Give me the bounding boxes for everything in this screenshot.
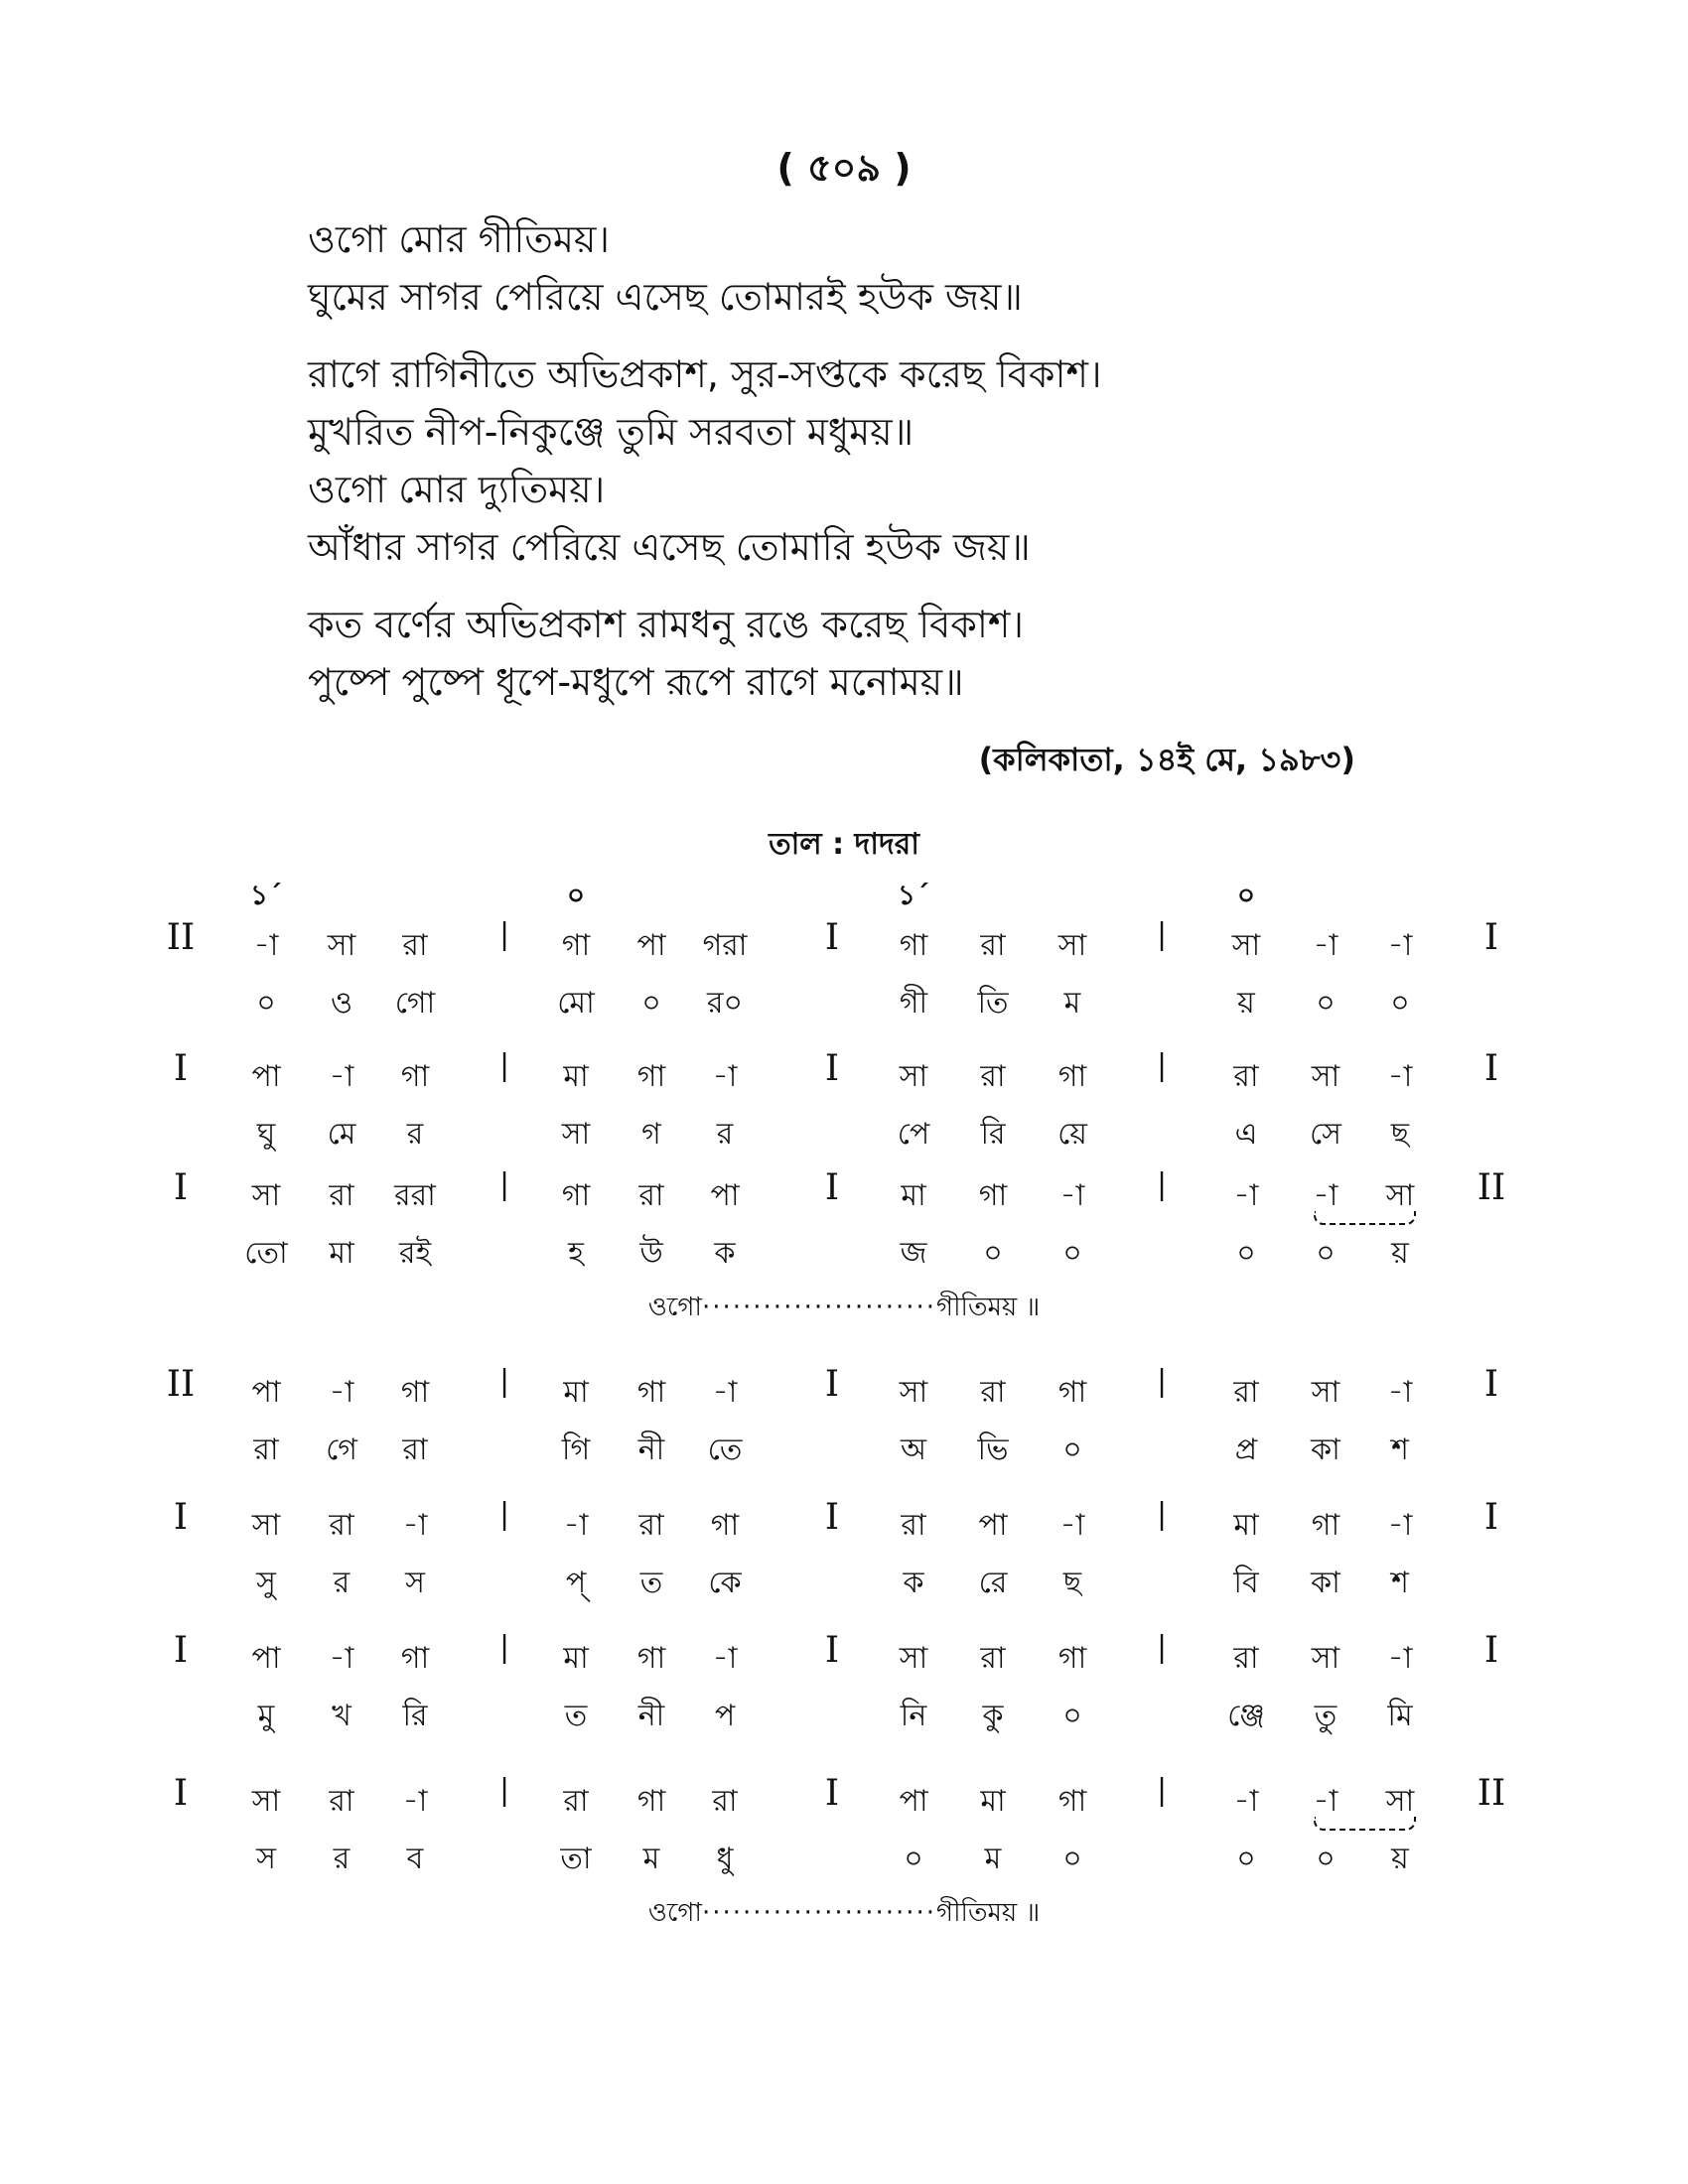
lyric-syllable: মো — [557, 986, 595, 1021]
lyric-syllable: সে — [1310, 1117, 1341, 1152]
bar-divider: | — [1156, 1048, 1168, 1083]
note: সা — [899, 1641, 928, 1676]
lyric-syllable: রি — [402, 1699, 428, 1733]
lyric-syllable: প্ — [565, 1566, 587, 1600]
note: সা — [1385, 1784, 1415, 1819]
lyric-syllable: ক — [714, 1236, 736, 1271]
note: গা — [899, 928, 928, 963]
lyric-syllable: ০ — [1062, 1433, 1082, 1467]
beat-marker: ১´ — [897, 879, 930, 911]
note: -া — [1059, 1178, 1085, 1213]
note: রা — [712, 1784, 738, 1819]
lyric-syllable: ছ — [1390, 1117, 1410, 1152]
lyric-syllable: ০ — [641, 986, 661, 1021]
note: সা — [327, 928, 356, 963]
lyric-line: রাগে রাগিনীতে অভিপ্রকাশ, সুর-সপ্তকে করেছ বিকাশ। — [308, 352, 1102, 396]
note: পা — [251, 1641, 281, 1676]
note: রা — [1233, 1375, 1259, 1410]
lyric-syllable: ০ — [904, 1842, 923, 1876]
beat-marker: ১´ — [249, 879, 283, 911]
bar-divider: | — [498, 1048, 510, 1083]
lyric-syllable: ০ — [1316, 986, 1336, 1021]
lyric-syllable: তে — [707, 1433, 743, 1467]
note: গা — [400, 1375, 430, 1410]
lyric-syllable: নী — [637, 1699, 665, 1733]
note: রা — [1233, 1641, 1259, 1676]
note: -া — [1059, 1508, 1085, 1543]
note: পা — [636, 928, 666, 963]
note: রা — [638, 1178, 664, 1213]
note: গা — [561, 1178, 591, 1213]
lyric-syllable: ০ — [1316, 1236, 1336, 1271]
lyric-syllable: র০ — [706, 986, 744, 1021]
start-bar: I — [173, 1167, 189, 1208]
bar-divider-major: I — [824, 1364, 840, 1405]
lyric-syllable: প্র — [1234, 1433, 1258, 1467]
note: -া — [1387, 1508, 1413, 1543]
note: রা — [638, 1508, 664, 1543]
note: গা — [636, 1784, 666, 1819]
bar-divider: | — [1156, 1167, 1168, 1202]
lyric-syllable: র — [716, 1117, 734, 1152]
start-bar: I — [173, 1773, 189, 1814]
lyric-syllable: সু — [256, 1566, 276, 1600]
end-bar: II — [1477, 1773, 1506, 1814]
lyric-line: ওগো মোর গীতিময়। — [308, 217, 610, 261]
bar-divider: | — [498, 917, 510, 952]
note: সা — [1385, 1178, 1415, 1213]
start-bar: I — [173, 1497, 189, 1538]
lyric-syllable: পে — [897, 1117, 930, 1152]
note: রা — [980, 1375, 1006, 1410]
stanza-1 — [308, 210, 1549, 326]
note: -া — [712, 1059, 738, 1094]
note: গরা — [702, 928, 748, 963]
note: মা — [980, 1784, 1006, 1819]
note: গা — [636, 1059, 666, 1094]
note: গা — [400, 1641, 430, 1676]
lyric-syllable: তি — [977, 986, 1009, 1021]
note: -া — [712, 1375, 738, 1410]
note: গা — [1311, 1508, 1340, 1543]
lyric-syllable: নী — [637, 1433, 665, 1467]
note: মা — [563, 1059, 589, 1094]
stanza-2 — [308, 345, 1549, 576]
start-bar: I — [173, 1630, 189, 1671]
lyric-syllable: বি — [1233, 1566, 1259, 1600]
lyric-syllable: ০ — [1062, 1842, 1082, 1876]
lyric-line: কত বর্ণের অভিপ্রকাশ রামধনু রঙে করেছ বিকাশ। — [308, 603, 1024, 646]
lyric-syllable: এ — [1234, 1117, 1258, 1152]
note: সা — [899, 1059, 928, 1094]
end-bar: I — [1483, 1497, 1499, 1538]
bar-divider: | — [498, 1364, 510, 1399]
note: রা — [980, 928, 1006, 963]
note: -া — [1233, 1178, 1259, 1213]
refrain-start: ওগো — [647, 1293, 702, 1322]
tala-heading: তাল : দাদরা — [769, 827, 919, 862]
refrain-start: ওগো — [647, 1898, 702, 1928]
lyric-syllable: গে — [326, 1433, 357, 1467]
slur-mark — [1314, 1817, 1416, 1831]
lyric-syllable: য়ে — [1057, 1117, 1087, 1152]
lyric-syllable: শ — [1391, 1566, 1409, 1600]
refrain-cue — [0, 1287, 1688, 1330]
bar-divider-major: I — [824, 1773, 840, 1814]
page-number: ( ৫০৯ ) — [776, 146, 912, 190]
refrain-dots: ······················· — [701, 1898, 937, 1928]
note: সা — [1311, 1375, 1340, 1410]
note: -া — [1233, 1784, 1259, 1819]
note: সা — [899, 1375, 928, 1410]
lyric-syllable: ত — [564, 1699, 588, 1733]
lyric-syllable: গ — [641, 1117, 661, 1152]
note: রা — [329, 1508, 354, 1543]
lyric-syllable: রে — [978, 1566, 1008, 1600]
lyric-syllable: কে — [708, 1566, 742, 1600]
note: -া — [402, 1508, 428, 1543]
bar-divider-major: I — [824, 1497, 840, 1538]
bar-divider: | — [498, 1773, 510, 1808]
lyric-syllable: তা — [560, 1842, 592, 1876]
note: -া — [1387, 1375, 1413, 1410]
lyric-syllable: গো — [394, 986, 436, 1021]
lyric-syllable: সা — [561, 1117, 591, 1152]
lyric-syllable: ধু — [716, 1842, 734, 1876]
start-bar: II — [166, 917, 196, 958]
refrain-end: গীতিময় ॥ — [936, 1293, 1041, 1322]
lyric-syllable: উ — [639, 1236, 663, 1271]
note: -া — [329, 1375, 354, 1410]
lyric-syllable: ব — [406, 1842, 424, 1876]
lyric-syllable: ০ — [256, 986, 276, 1021]
lyric-syllable: ও — [330, 986, 353, 1021]
refrain-dots: ······················· — [701, 1293, 937, 1322]
start-bar: II — [166, 1364, 196, 1405]
note: -া — [1313, 1784, 1338, 1819]
slur-mark — [1314, 1211, 1416, 1225]
note: রা — [402, 928, 428, 963]
refrain-end: গীতিময় ॥ — [936, 1898, 1041, 1928]
note: মা — [563, 1641, 589, 1676]
note: সা — [251, 1784, 281, 1819]
lyric-syllable: ০ — [1062, 1236, 1082, 1271]
end-bar: II — [1477, 1167, 1506, 1208]
bar-divider: | — [1156, 1364, 1168, 1399]
bar-divider-major: I — [824, 917, 840, 958]
note: -া — [329, 1641, 354, 1676]
note: রা — [329, 1784, 354, 1819]
lyric-syllable: জ — [900, 1236, 927, 1271]
lyric-syllable: তো — [244, 1236, 288, 1271]
lyric-syllable: গি — [561, 1433, 591, 1467]
note: সা — [1311, 1641, 1340, 1676]
lyric-syllable: ঘু — [256, 1117, 276, 1152]
note: -া — [1313, 1178, 1338, 1213]
lyric-syllable: ক — [903, 1566, 924, 1600]
bar-divider-major: I — [824, 1630, 840, 1671]
bar-divider: | — [1156, 1773, 1168, 1808]
note: রা — [980, 1641, 1006, 1676]
lyric-syllable: অ — [901, 1433, 926, 1467]
lyric-syllable: ০ — [1062, 1699, 1082, 1733]
lyric-syllable: ০ — [1390, 986, 1410, 1021]
note: সা — [251, 1178, 281, 1213]
beat-marker: ০ — [566, 879, 586, 911]
stanza-3 — [308, 596, 1549, 711]
note: রা — [901, 1508, 926, 1543]
note: গা — [1057, 1784, 1087, 1819]
lyric-syllable: খ — [332, 1699, 352, 1733]
lyric-syllable: রি — [980, 1117, 1006, 1152]
lyric-syllable: ০ — [983, 1236, 1003, 1271]
lyric-syllable: ম — [1063, 986, 1081, 1021]
lyric-syllable: ০ — [1236, 1236, 1256, 1271]
lyric-syllable: হ — [568, 1236, 584, 1271]
lyric-line: আঁধার সাগর পেরিয়ে এসেছ তোমারি হউক জয়॥ — [308, 525, 1031, 569]
lyric-syllable: নি — [900, 1699, 927, 1733]
bar-divider-major: I — [824, 1167, 840, 1208]
note: রা — [1233, 1059, 1259, 1094]
note: গা — [561, 928, 591, 963]
note: সা — [1231, 928, 1261, 963]
note: রা — [329, 1178, 354, 1213]
note: -া — [563, 1508, 589, 1543]
lyric-syllable: ছ — [1062, 1566, 1082, 1600]
lyric-syllable: প — [714, 1699, 736, 1733]
bar-divider: | — [1156, 1630, 1168, 1665]
note: মা — [563, 1375, 589, 1410]
lyric-syllable: মি — [1387, 1699, 1413, 1733]
note: গা — [1057, 1641, 1087, 1676]
note: -া — [1387, 1641, 1413, 1676]
note: -া — [1387, 928, 1413, 963]
note: গা — [1057, 1059, 1087, 1094]
date-location: (কলিকাতা, ১৪ই মে, ১৯৮৩) — [978, 741, 1355, 778]
lyric-line: মুখরিত নীপ-নিকুঞ্জে তুমি সরবতা মধুময়॥ — [308, 410, 914, 454]
note: গা — [636, 1641, 666, 1676]
note: রা — [563, 1784, 589, 1819]
end-bar: I — [1483, 1048, 1499, 1089]
lyric-syllable: ভি — [977, 1433, 1009, 1467]
note: ররা — [394, 1178, 436, 1213]
lyric-syllable: র — [333, 1566, 351, 1600]
lyric-syllable: র — [406, 1117, 424, 1152]
lyric-syllable: মা — [329, 1236, 354, 1271]
refrain-cue — [0, 1892, 1688, 1936]
lyric-syllable: স — [405, 1566, 425, 1600]
lyrics-block — [308, 210, 1549, 731]
lyric-line: ঘুমের সাগর পেরিয়ে এসেছ তোমারই হউক জয়॥ — [308, 275, 1023, 319]
bar-divider: | — [1156, 917, 1168, 952]
lyric-syllable: শ — [1391, 1433, 1409, 1467]
note: গা — [1057, 1375, 1087, 1410]
lyric-syllable: তু — [1314, 1699, 1337, 1733]
note: -া — [253, 928, 279, 963]
lyric-syllable: য় — [1391, 1236, 1409, 1271]
lyric-syllable: কু — [982, 1699, 1004, 1733]
bar-divider: | — [498, 1630, 510, 1665]
lyric-syllable: র — [333, 1842, 351, 1876]
lyric-syllable: মু — [257, 1699, 275, 1733]
bar-divider: | — [498, 1497, 510, 1532]
lyric-syllable: কা — [1311, 1433, 1340, 1467]
note: রা — [980, 1059, 1006, 1094]
note: পা — [978, 1508, 1008, 1543]
note: পা — [899, 1784, 928, 1819]
end-bar: I — [1483, 1630, 1499, 1671]
lyric-syllable: ম — [642, 1842, 660, 1876]
bar-divider: | — [498, 1167, 510, 1202]
lyric-syllable: স — [256, 1842, 276, 1876]
note: -া — [329, 1059, 354, 1094]
beat-marker: ০ — [1236, 879, 1256, 911]
lyric-syllable: ০ — [1236, 1842, 1256, 1876]
note: গা — [400, 1059, 430, 1094]
start-bar: I — [173, 1048, 189, 1089]
lyric-syllable: ঞ্জে — [1227, 1699, 1265, 1733]
note: পা — [251, 1375, 281, 1410]
note: সা — [1057, 928, 1087, 963]
end-bar: I — [1483, 1364, 1499, 1405]
lyric-syllable: ত — [639, 1566, 663, 1600]
lyric-line: পুষ্পে পুষ্পে ধূপে-মধুপে রূপে রাগে মনোময়॥ — [308, 660, 964, 704]
note: মা — [1233, 1508, 1259, 1543]
note: -া — [1313, 928, 1338, 963]
note: পা — [251, 1059, 281, 1094]
lyric-syllable: ম — [984, 1842, 1002, 1876]
lyric-syllable: রা — [253, 1433, 279, 1467]
bar-divider-major: I — [824, 1048, 840, 1089]
note: সা — [251, 1508, 281, 1543]
bar-divider: | — [1156, 1497, 1168, 1532]
lyric-syllable: রা — [402, 1433, 428, 1467]
lyric-syllable: য় — [1237, 986, 1255, 1021]
lyric-syllable: রই — [398, 1236, 432, 1271]
note: মা — [901, 1178, 926, 1213]
note: -া — [1387, 1059, 1413, 1094]
note: -া — [712, 1641, 738, 1676]
note: গা — [636, 1375, 666, 1410]
lyric-syllable: ০ — [1316, 1842, 1336, 1876]
lyric-syllable: গী — [899, 986, 928, 1021]
lyric-syllable: মে — [327, 1117, 356, 1152]
end-bar: I — [1483, 917, 1499, 958]
lyric-syllable: য় — [1391, 1842, 1409, 1876]
lyric-line: ওগো মোর দ্যুতিময়। — [308, 468, 606, 511]
lyric-syllable: কা — [1311, 1566, 1340, 1600]
note: -া — [402, 1784, 428, 1819]
note: সা — [1311, 1059, 1340, 1094]
note: গা — [978, 1178, 1008, 1213]
note: গা — [710, 1508, 740, 1543]
note: পা — [710, 1178, 740, 1213]
